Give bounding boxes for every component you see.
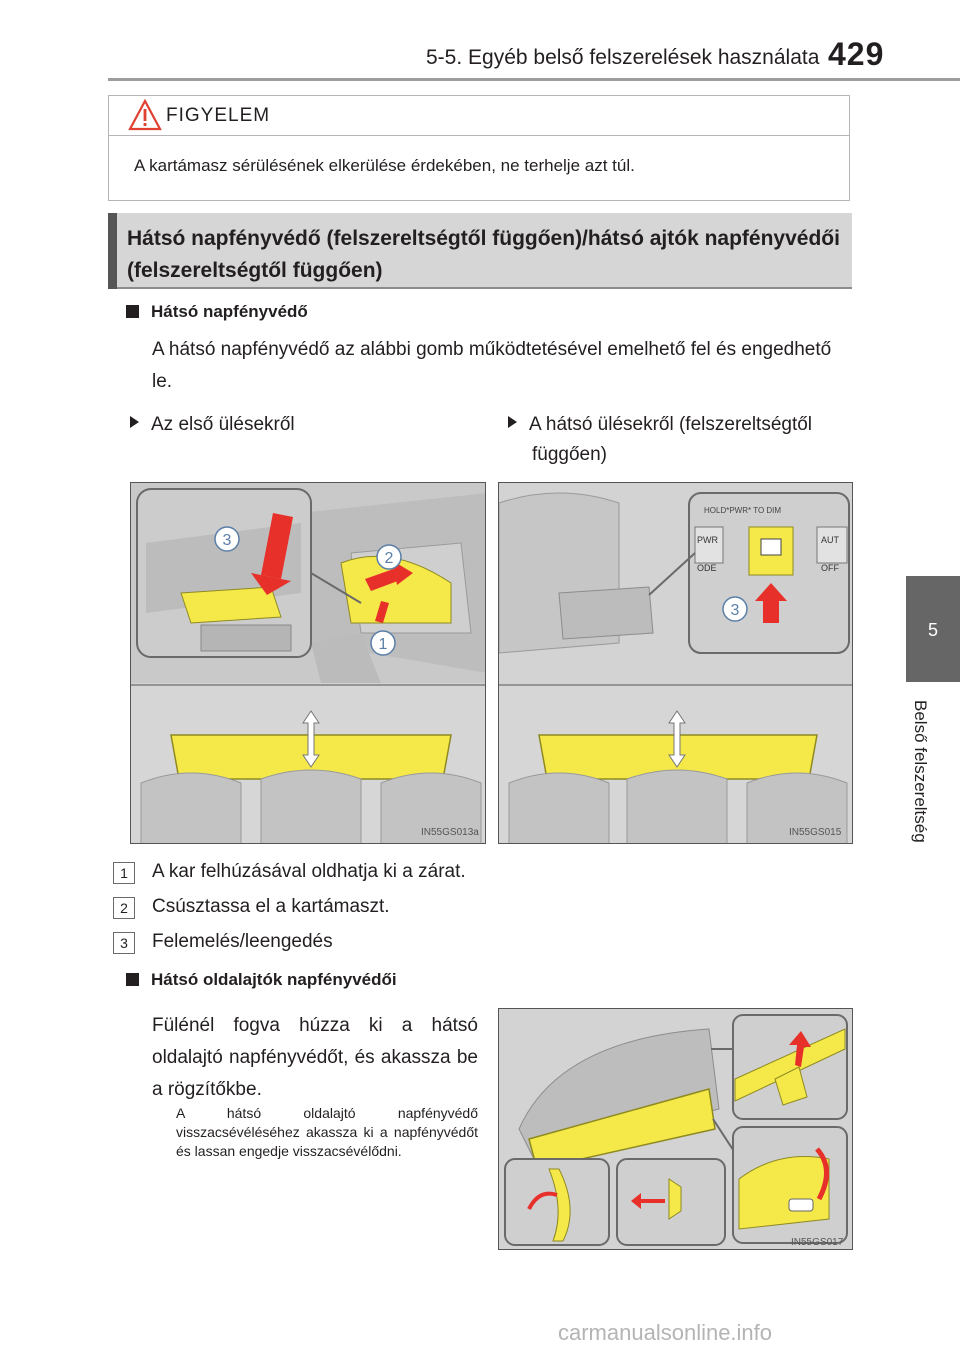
step-text: Felemelés/leengedés [152, 931, 333, 952]
figure-code-left: IN55GS013a [421, 827, 479, 838]
triangle-bullet-icon [508, 416, 517, 428]
figure-door-shade [498, 1008, 853, 1250]
col1-heading-text: Az első ülésekről [151, 414, 295, 435]
door-shade-note: A hátsó oldalajtó napfényvédő visszacsévéléséhez akassza ki a napfényvédőt és lassan engedje visszacsévélődni. [176, 1105, 478, 1159]
step-text: A kar felhúzásával oldhatja ki a zárat. [152, 861, 466, 882]
rear-shade-text: A hátsó napfényvédő az alábbi gomb működtetésével emelhető fel és engedhető le. [152, 339, 832, 392]
page-number: 429 [828, 36, 885, 72]
col1-heading [130, 410, 460, 440]
panel-label-off: OFF [821, 563, 839, 573]
warning-title: FIGYELEM [166, 105, 271, 126]
warning-text: A kartámasz sérülésének elkerülése érdekében, ne terhelje azt túl. [134, 156, 635, 175]
step-text: Csúsztassa el a kartámaszt. [152, 896, 390, 917]
panel-label-aut: AUT [821, 535, 839, 545]
rear-shade-heading-text: Hátsó napfényvédő [151, 302, 308, 321]
col2-heading [508, 410, 853, 470]
warning-divider [109, 135, 849, 136]
page-header-title: 5-5. Egyéb belső felszerelések használata [426, 46, 820, 69]
figure-code-bottom: IN55GS017 [791, 1237, 844, 1248]
callout-2: 2 [384, 550, 394, 567]
col2-heading-text: A hátsó ülésekről (felszereltségtől függően) [529, 414, 813, 465]
watermark: carmanualsonline.info [558, 1320, 773, 1345]
triangle-bullet-icon [130, 416, 139, 428]
callout-3-rear: 3 [730, 602, 740, 619]
door-shade-text: Fülénél fogva húzza ki a hátsó oldalajtó napfényvédőt, és akassza be a rögzítőkbe. [152, 1015, 478, 1100]
chapter-tab-number: 5 [927, 620, 938, 640]
callout-3: 3 [222, 532, 232, 549]
panel-label-pwr: PWR [697, 535, 718, 545]
square-bullet-icon [126, 973, 139, 986]
rear-shade-heading [126, 302, 308, 322]
door-shade-heading-text: Hátsó oldalajtók napfényvédői [151, 970, 397, 989]
figure-code-right: IN55GS015 [789, 827, 842, 838]
step-number-badge: 2 [113, 897, 135, 919]
chapter-side-label [898, 700, 938, 870]
warning-triangle-icon [128, 99, 162, 131]
figure-rear-seat-control [498, 482, 853, 844]
panel-label-ode: ODE [697, 563, 717, 573]
figure-front-seat-control [130, 482, 486, 844]
step-number-badge: 1 [113, 862, 135, 884]
section-title: Hátsó napfényvédő (felszereltségtől függően)/hátsó ajtók napfényvédői (felszereltségtől függően) [127, 227, 840, 282]
chapter-side-label-text: Belső felszereltség [911, 700, 930, 843]
square-bullet-icon [126, 305, 139, 318]
panel-label-hold: HOLD*PWR* TO DIM [704, 506, 782, 515]
door-shade-heading [126, 970, 397, 990]
callout-1: 1 [378, 636, 388, 653]
step-number-badge: 3 [113, 932, 135, 954]
section-heading-bar [108, 213, 117, 289]
header-rule [108, 78, 960, 81]
